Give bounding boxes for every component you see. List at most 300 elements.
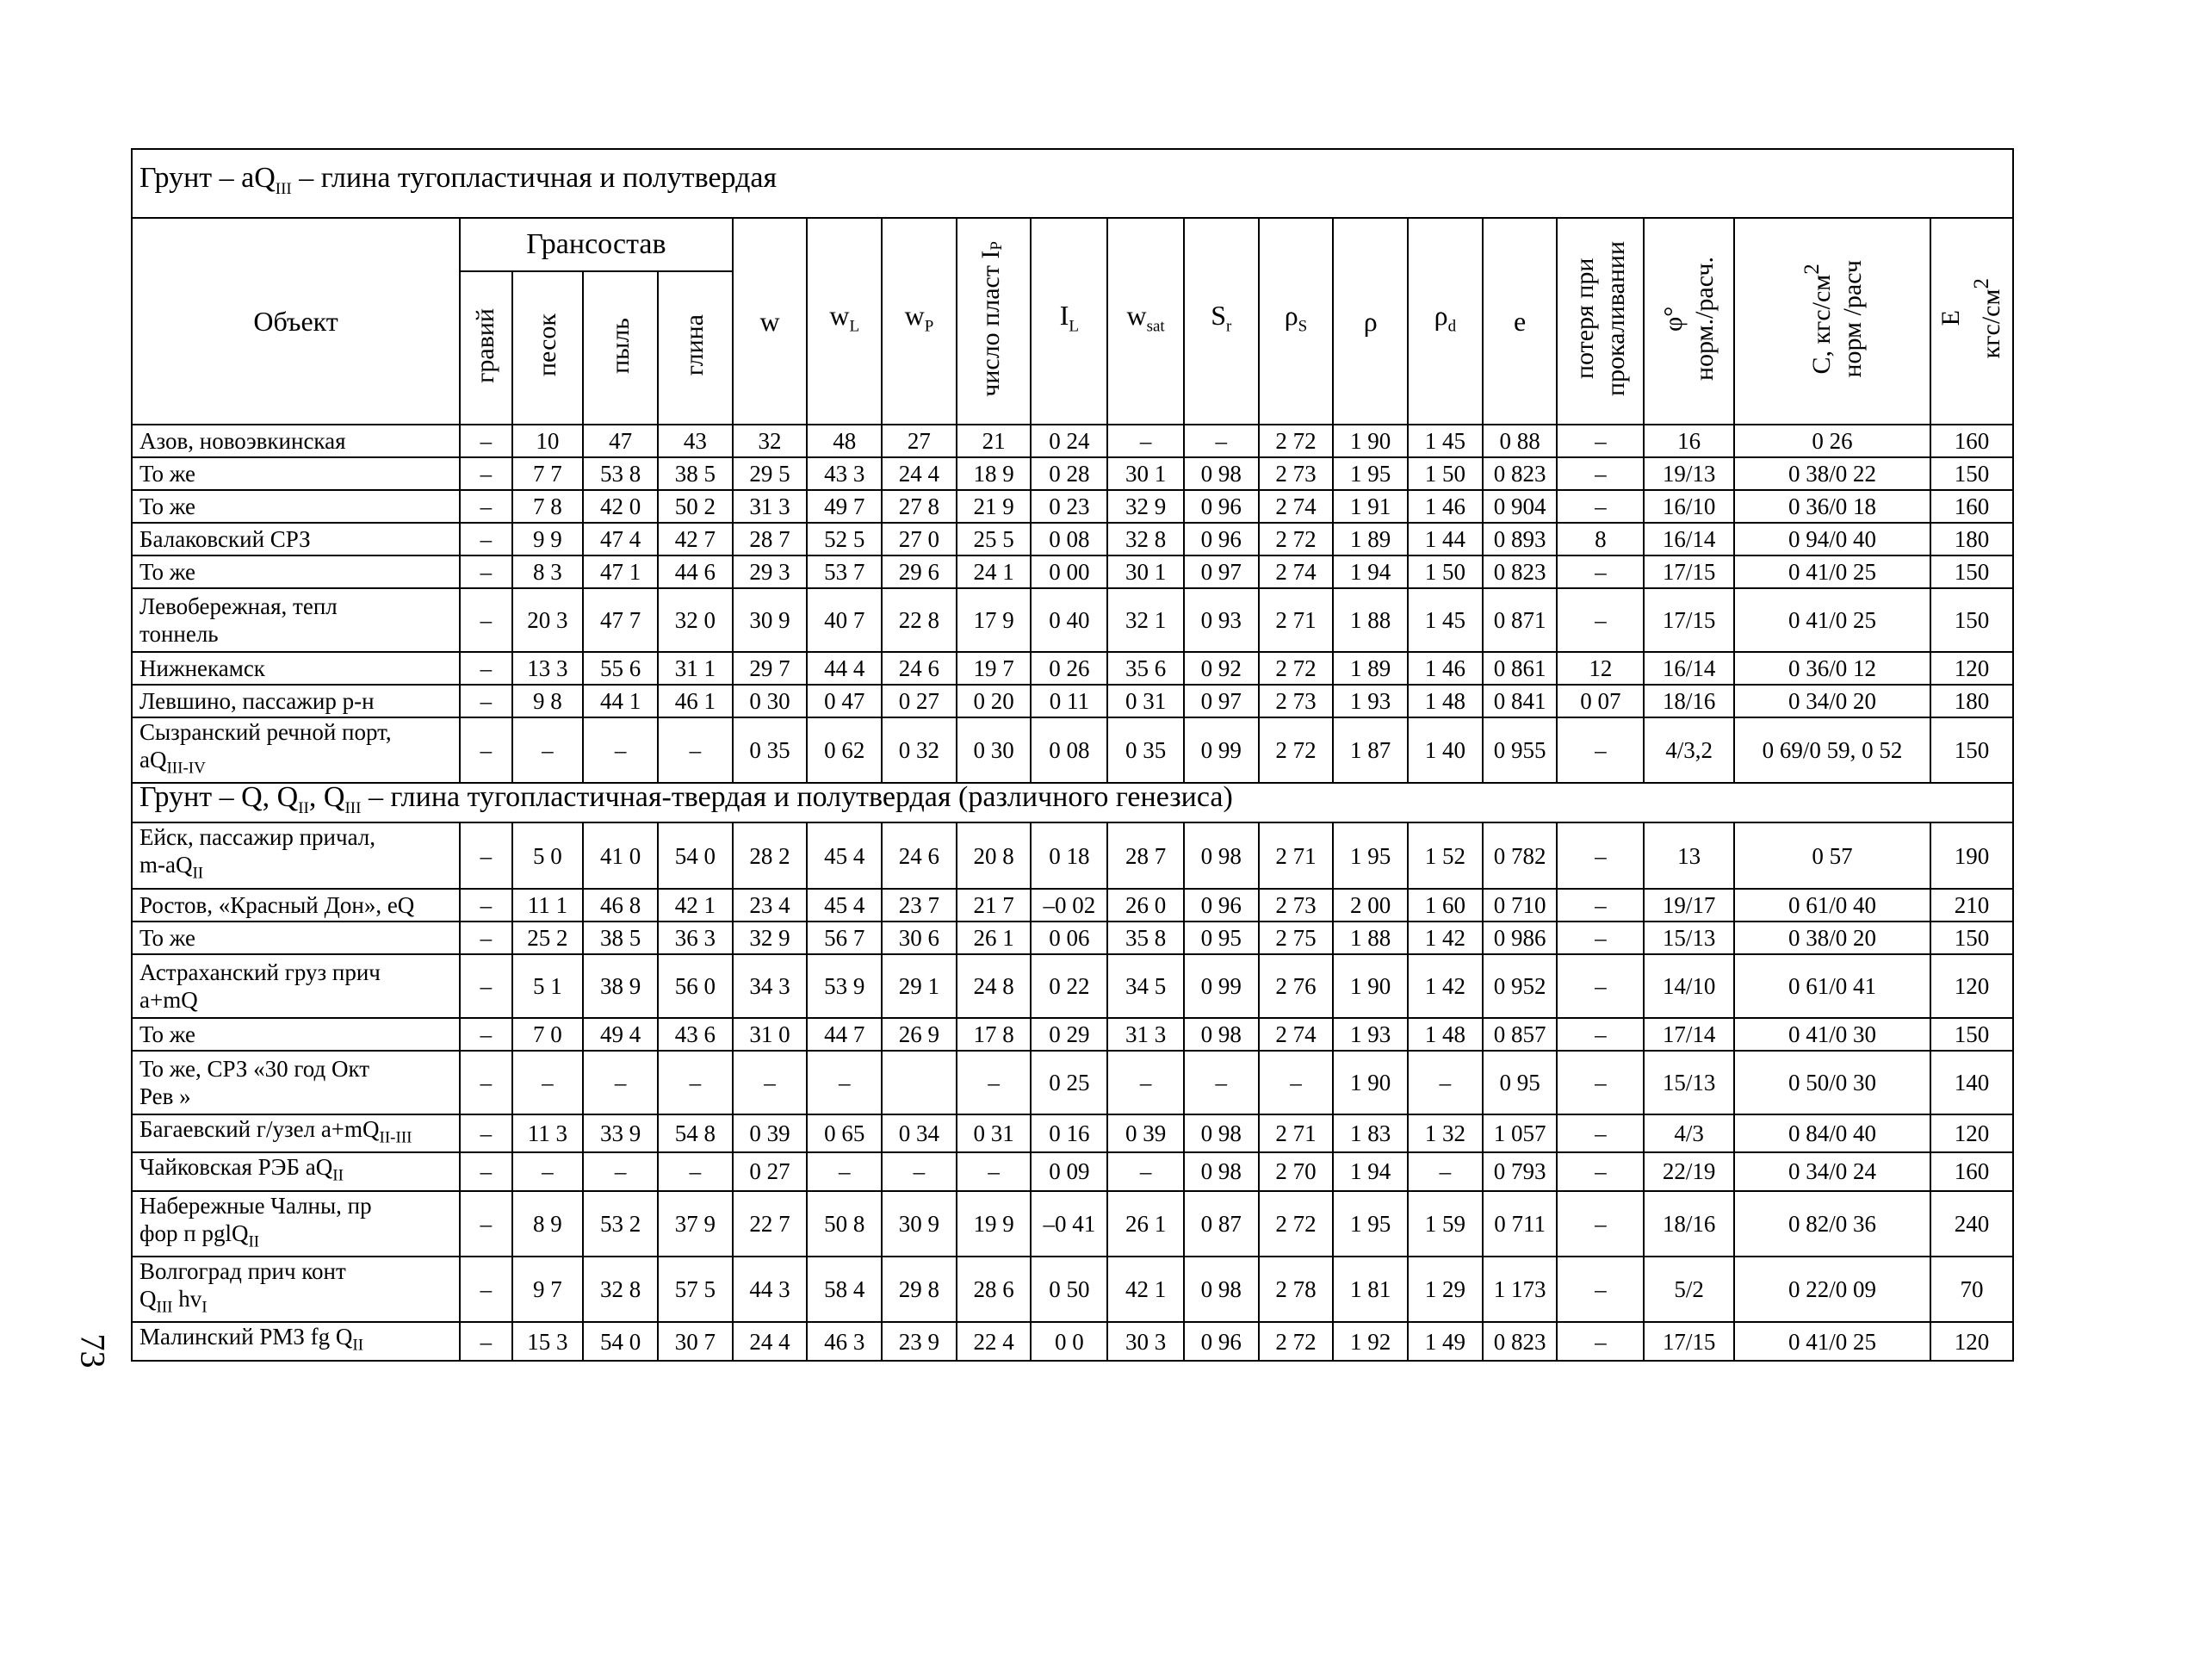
table-row <box>132 1114 2013 1152</box>
value-cell: – <box>460 652 511 685</box>
value-cell: – <box>1557 889 1644 922</box>
value-cell: 38 5 <box>583 922 658 954</box>
value-cell: 120 <box>1930 954 2013 1018</box>
value-cell: 160 <box>1930 425 2013 457</box>
value-cell: 2 72 <box>1259 523 1334 555</box>
col-clay: глина <box>658 271 733 425</box>
col-wp: $w_P$ <box>882 218 957 425</box>
value-cell: 53 2 <box>583 1191 658 1257</box>
value-cell: 42 1 <box>658 889 733 922</box>
value-cell: 4/3 <box>1644 1114 1734 1152</box>
value-cell: 43 6 <box>658 1018 733 1051</box>
value-cell: 1 92 <box>1333 1322 1408 1360</box>
value-cell: – <box>460 1322 511 1360</box>
value-cell: – <box>460 685 511 717</box>
value-cell: 32 <box>733 425 808 457</box>
value-cell <box>882 1051 957 1114</box>
value-cell: 15 3 <box>512 1322 584 1360</box>
value-cell: 190 <box>1930 822 2013 888</box>
value-cell: 0 861 <box>1483 652 1558 685</box>
value-cell: 4/3,2 <box>1644 717 1734 783</box>
value-cell: 29 8 <box>882 1257 957 1322</box>
value-cell: 0 20 <box>957 685 1032 717</box>
object-cell: Малинский РМЗ fg $Q_{II}$ <box>132 1322 460 1360</box>
value-cell: 160 <box>1930 490 2013 523</box>
col-cohesion: C, кгс/$см^2$ норм /расч <box>1734 218 1930 425</box>
value-cell: 54 0 <box>658 822 733 888</box>
value-cell: 42 1 <box>1107 1257 1184 1322</box>
value-cell: 31 3 <box>1107 1018 1184 1051</box>
value-cell: 0 57 <box>1734 822 1930 888</box>
value-cell: 24 4 <box>733 1322 808 1360</box>
value-cell: 29 1 <box>882 954 957 1018</box>
value-cell: 26 1 <box>957 922 1032 954</box>
header-row-1 <box>132 218 2013 271</box>
value-cell: 29 6 <box>882 555 957 588</box>
value-cell: 0 11 <box>1031 685 1107 717</box>
value-cell: 30 1 <box>1107 555 1184 588</box>
value-cell: 38 5 <box>658 457 733 490</box>
value-cell: 0 25 <box>1031 1051 1107 1114</box>
value-cell: 1 95 <box>1333 1191 1408 1257</box>
value-cell: 2 76 <box>1259 954 1334 1018</box>
object-cell: Ростов, «Красный Дон», eQ <box>132 889 460 922</box>
value-cell: 23 4 <box>733 889 808 922</box>
value-cell: 24 4 <box>882 457 957 490</box>
value-cell: – <box>460 822 511 888</box>
value-cell: – <box>1557 717 1644 783</box>
value-cell: 26 9 <box>882 1018 957 1051</box>
value-cell: – <box>460 588 511 652</box>
value-cell: 54 8 <box>658 1114 733 1152</box>
value-cell: 22 7 <box>733 1191 808 1257</box>
value-cell: 29 5 <box>733 457 808 490</box>
value-cell: 2 72 <box>1259 717 1334 783</box>
value-cell: 0 0 <box>1031 1322 1107 1360</box>
value-cell: – <box>460 490 511 523</box>
value-cell: 0 94/0 40 <box>1734 523 1930 555</box>
value-cell: 0 96 <box>1184 1322 1259 1360</box>
value-cell: 19 9 <box>957 1191 1032 1257</box>
value-cell: 0 24 <box>1031 425 1107 457</box>
value-cell: – <box>1557 954 1644 1018</box>
value-cell: – <box>460 1152 511 1190</box>
value-cell: 0 41/0 30 <box>1734 1018 1930 1051</box>
table-row <box>132 1322 2013 1360</box>
col-rhos: $\rho_S$ <box>1259 218 1334 425</box>
value-cell: 1 48 <box>1408 685 1483 717</box>
value-cell: 31 0 <box>733 1018 808 1051</box>
value-cell: 42 0 <box>583 490 658 523</box>
value-cell: 11 3 <box>512 1114 584 1152</box>
value-cell: 23 7 <box>882 889 957 922</box>
object-cell: Балаковский СРЗ <box>132 523 460 555</box>
value-cell: 17/15 <box>1644 555 1734 588</box>
value-cell: – <box>1259 1051 1334 1114</box>
col-w: w <box>733 218 808 425</box>
value-cell: 32 9 <box>733 922 808 954</box>
value-cell: 0 98 <box>1184 1018 1259 1051</box>
col-wl: $w_L$ <box>807 218 882 425</box>
value-cell: 0 30 <box>733 685 808 717</box>
page-number: 73 <box>73 1333 113 1368</box>
section-header-1 <box>132 149 2013 218</box>
value-cell: 1 46 <box>1408 490 1483 523</box>
value-cell: 53 8 <box>583 457 658 490</box>
object-cell: Набережные Чалны, пр фор п pglQ$_{II}$ <box>132 1191 460 1257</box>
value-cell: 16 <box>1644 425 1734 457</box>
value-cell: 50 8 <box>807 1191 882 1257</box>
value-cell: 9 8 <box>512 685 584 717</box>
col-il: $I_L$ <box>1031 218 1107 425</box>
value-cell: 44 6 <box>658 555 733 588</box>
value-cell: 180 <box>1930 523 2013 555</box>
value-cell: 7 7 <box>512 457 584 490</box>
value-cell: 25 2 <box>512 922 584 954</box>
value-cell: 29 3 <box>733 555 808 588</box>
table-row <box>132 954 2013 1018</box>
value-cell: 120 <box>1930 1322 2013 1360</box>
value-cell: 30 6 <box>882 922 957 954</box>
value-cell: 0 952 <box>1483 954 1558 1018</box>
value-cell: – <box>460 954 511 1018</box>
value-cell: 160 <box>1930 1152 2013 1190</box>
value-cell: 31 1 <box>658 652 733 685</box>
value-cell: – <box>460 1114 511 1152</box>
value-cell: 12 <box>1557 652 1644 685</box>
value-cell: 0 36/0 12 <box>1734 652 1930 685</box>
value-cell: 44 7 <box>807 1018 882 1051</box>
value-cell: 31 3 <box>733 490 808 523</box>
value-cell: 32 1 <box>1107 588 1184 652</box>
table-row <box>132 1152 2013 1190</box>
value-cell: 0 893 <box>1483 523 1558 555</box>
value-cell: – <box>1557 1051 1644 1114</box>
value-cell: 0 62 <box>807 717 882 783</box>
object-cell: То же, СРЗ «30 год Окт Рев » <box>132 1051 460 1114</box>
value-cell: 5/2 <box>1644 1257 1734 1322</box>
value-cell: – <box>512 717 584 783</box>
value-cell: – <box>733 1051 808 1114</box>
value-cell: 1 48 <box>1408 1018 1483 1051</box>
value-cell: – <box>1107 1152 1184 1190</box>
value-cell: – <box>460 425 511 457</box>
value-cell: 41 0 <box>583 822 658 888</box>
object-cell: То же <box>132 490 460 523</box>
value-cell: 1 59 <box>1408 1191 1483 1257</box>
value-cell: 1 29 <box>1408 1257 1483 1322</box>
value-cell: 36 3 <box>658 922 733 954</box>
value-cell: 50 2 <box>658 490 733 523</box>
value-cell: 23 9 <box>882 1322 957 1360</box>
value-cell: 0 34/0 20 <box>1734 685 1930 717</box>
value-cell: 24 6 <box>882 822 957 888</box>
value-cell: 0 41/0 25 <box>1734 588 1930 652</box>
table-row <box>132 1191 2013 1257</box>
value-cell: 2 74 <box>1259 1018 1334 1051</box>
object-cell: То же <box>132 922 460 954</box>
value-cell: – <box>1557 1191 1644 1257</box>
value-cell: 28 6 <box>957 1257 1032 1322</box>
value-cell: 0 36/0 18 <box>1734 490 1930 523</box>
value-cell: 120 <box>1930 1114 2013 1152</box>
value-cell: 1 45 <box>1408 588 1483 652</box>
soil-properties-table <box>131 148 2014 1362</box>
value-cell: 16/10 <box>1644 490 1734 523</box>
value-cell: 18 9 <box>957 457 1032 490</box>
value-cell: – <box>658 717 733 783</box>
value-cell: 1 95 <box>1333 822 1408 888</box>
value-cell: 19/17 <box>1644 889 1734 922</box>
value-cell: 0 95 <box>1483 1051 1558 1114</box>
value-cell: 24 6 <box>882 652 957 685</box>
object-cell: Левобережная, тепл тоннель <box>132 588 460 652</box>
value-cell: 2 72 <box>1259 1191 1334 1257</box>
value-cell: – <box>460 1051 511 1114</box>
value-cell: 0 27 <box>882 685 957 717</box>
value-cell: 24 8 <box>957 954 1032 1018</box>
value-cell: 0 98 <box>1184 457 1259 490</box>
value-cell: 0 38/0 22 <box>1734 457 1930 490</box>
value-cell: 0 84/0 40 <box>1734 1114 1930 1152</box>
value-cell: 0 98 <box>1184 1152 1259 1190</box>
value-cell: 17/15 <box>1644 588 1734 652</box>
value-cell: 47 <box>583 425 658 457</box>
value-cell: –0 41 <box>1031 1191 1107 1257</box>
value-cell: 30 1 <box>1107 457 1184 490</box>
value-cell: 0 782 <box>1483 822 1558 888</box>
value-cell: 1 88 <box>1333 588 1408 652</box>
value-cell: 0 50/0 30 <box>1734 1051 1930 1114</box>
value-cell: – <box>1107 1051 1184 1114</box>
value-cell: 0 29 <box>1031 1018 1107 1051</box>
value-cell: 34 3 <box>733 954 808 1018</box>
value-cell: 0 65 <box>807 1114 882 1152</box>
value-cell: 32 0 <box>658 588 733 652</box>
value-cell: 9 7 <box>512 1257 584 1322</box>
value-cell: – <box>1557 1322 1644 1360</box>
col-gravel: гравий <box>460 271 511 425</box>
table-row <box>132 1018 2013 1051</box>
value-cell: 0 34/0 24 <box>1734 1152 1930 1190</box>
value-cell: 0 41/0 25 <box>1734 1322 1930 1360</box>
value-cell: 0 92 <box>1184 652 1259 685</box>
value-cell: 0 96 <box>1184 523 1259 555</box>
value-cell: 5 0 <box>512 822 584 888</box>
object-cell: То же <box>132 1018 460 1051</box>
value-cell: 2 72 <box>1259 1322 1334 1360</box>
value-cell: 7 0 <box>512 1018 584 1051</box>
value-cell: 37 9 <box>658 1191 733 1257</box>
value-cell: – <box>658 1152 733 1190</box>
value-cell: 1 81 <box>1333 1257 1408 1322</box>
value-cell: 140 <box>1930 1051 2013 1114</box>
value-cell: 0 955 <box>1483 717 1558 783</box>
value-cell: 0 41/0 25 <box>1734 555 1930 588</box>
value-cell: 17/14 <box>1644 1018 1734 1051</box>
col-rhod: $\rho_d$ <box>1408 218 1483 425</box>
value-cell: 21 <box>957 425 1032 457</box>
col-ignition-loss: потеря при прокаливании <box>1557 218 1644 425</box>
value-cell: 1 50 <box>1408 555 1483 588</box>
value-cell: 43 3 <box>807 457 882 490</box>
value-cell: 0 871 <box>1483 588 1558 652</box>
value-cell: 0 22/0 09 <box>1734 1257 1930 1322</box>
value-cell: 1 89 <box>1333 523 1408 555</box>
value-cell: 120 <box>1930 652 2013 685</box>
value-cell: 0 28 <box>1031 457 1107 490</box>
value-cell: 0 793 <box>1483 1152 1558 1190</box>
value-cell: 32 8 <box>1107 523 1184 555</box>
value-cell: 0 88 <box>1483 425 1558 457</box>
value-cell: 11 1 <box>512 889 584 922</box>
object-cell: Левшино, пассажир р-н <box>132 685 460 717</box>
value-cell: 0 18 <box>1031 822 1107 888</box>
value-cell: 0 61/0 40 <box>1734 889 1930 922</box>
object-cell: Волгоград прич конт $Q_{III}$ $hv_I$ <box>132 1257 460 1322</box>
value-cell: 46 3 <box>807 1322 882 1360</box>
value-cell: 18/16 <box>1644 685 1734 717</box>
table-row <box>132 822 2013 888</box>
value-cell: – <box>583 1051 658 1114</box>
value-cell: 10 <box>512 425 584 457</box>
col-phi: φ° норм./расч. <box>1644 218 1734 425</box>
value-cell: 2 71 <box>1259 1114 1334 1152</box>
value-cell: 2 72 <box>1259 652 1334 685</box>
col-rho: ρ <box>1333 218 1408 425</box>
value-cell: 19 7 <box>957 652 1032 685</box>
object-cell: То же <box>132 457 460 490</box>
value-cell: – <box>460 1018 511 1051</box>
value-cell: 0 27 <box>733 1152 808 1190</box>
value-cell: 0 97 <box>1184 685 1259 717</box>
value-cell: 44 1 <box>583 685 658 717</box>
value-cell: – <box>1557 425 1644 457</box>
value-cell: 70 <box>1930 1257 2013 1322</box>
value-cell: – <box>1557 490 1644 523</box>
value-cell: 0 26 <box>1734 425 1930 457</box>
value-cell: 45 4 <box>807 822 882 888</box>
value-cell: 8 3 <box>512 555 584 588</box>
value-cell: 20 3 <box>512 588 584 652</box>
soil-properties-table-page <box>131 148 2014 1362</box>
value-cell: 0 96 <box>1184 490 1259 523</box>
value-cell: – <box>807 1051 882 1114</box>
value-cell: 45 4 <box>807 889 882 922</box>
value-cell: 1 89 <box>1333 652 1408 685</box>
value-cell: 49 4 <box>583 1018 658 1051</box>
value-cell: 2 73 <box>1259 685 1334 717</box>
value-cell: 20 8 <box>957 822 1032 888</box>
value-cell: 43 <box>658 425 733 457</box>
value-cell: 44 3 <box>733 1257 808 1322</box>
value-cell: – <box>658 1051 733 1114</box>
value-cell: 240 <box>1930 1191 2013 1257</box>
value-cell: 1 90 <box>1333 425 1408 457</box>
value-cell: 2 73 <box>1259 889 1334 922</box>
value-cell: 0 95 <box>1184 922 1259 954</box>
value-cell: 0 87 <box>1184 1191 1259 1257</box>
value-cell: 25 5 <box>957 523 1032 555</box>
value-cell: 9 9 <box>512 523 584 555</box>
value-cell: 0 07 <box>1557 685 1644 717</box>
value-cell: – <box>1557 922 1644 954</box>
value-cell: – <box>460 457 511 490</box>
value-cell: 0 09 <box>1031 1152 1107 1190</box>
value-cell: 1 90 <box>1333 1051 1408 1114</box>
value-cell: 19/13 <box>1644 457 1734 490</box>
value-cell: – <box>512 1152 584 1190</box>
value-cell: – <box>807 1152 882 1190</box>
value-cell: – <box>460 889 511 922</box>
value-cell: 17 9 <box>957 588 1032 652</box>
value-cell: 0 06 <box>1031 922 1107 954</box>
value-cell: –0 02 <box>1031 889 1107 922</box>
value-cell: 2 75 <box>1259 922 1334 954</box>
col-modulus: E кгс/$см^2$ <box>1930 218 2013 425</box>
value-cell: 22 8 <box>882 588 957 652</box>
value-cell: 210 <box>1930 889 2013 922</box>
value-cell: 0 96 <box>1184 889 1259 922</box>
value-cell: 150 <box>1930 922 2013 954</box>
value-cell: – <box>882 1152 957 1190</box>
value-cell: 8 <box>1557 523 1644 555</box>
value-cell: – <box>1557 1114 1644 1152</box>
value-cell: 52 5 <box>807 523 882 555</box>
value-cell: 0 857 <box>1483 1018 1558 1051</box>
table-row <box>132 523 2013 555</box>
value-cell: – <box>460 1257 511 1322</box>
value-cell: – <box>460 555 511 588</box>
value-cell: 18/16 <box>1644 1191 1734 1257</box>
value-cell: 26 1 <box>1107 1191 1184 1257</box>
value-cell: 0 08 <box>1031 523 1107 555</box>
value-cell: 0 710 <box>1483 889 1558 922</box>
value-cell: – <box>1408 1152 1483 1190</box>
value-cell: 0 711 <box>1483 1191 1558 1257</box>
value-cell: 17/15 <box>1644 1322 1734 1360</box>
value-cell: – <box>1557 822 1644 888</box>
section-title: Грунт – $aQ_{III}$ – глина тугопластичная и полутвердая <box>132 149 2013 218</box>
value-cell: 150 <box>1930 457 2013 490</box>
value-cell: 30 9 <box>882 1191 957 1257</box>
value-cell: 2 70 <box>1259 1152 1334 1190</box>
value-cell: 24 1 <box>957 555 1032 588</box>
value-cell: 0 34 <box>882 1114 957 1152</box>
table-row <box>132 425 2013 457</box>
value-cell: 46 1 <box>658 685 733 717</box>
value-cell: – <box>460 717 511 783</box>
object-cell: Чайковская РЭБ $aQ_{II}$ <box>132 1152 460 1190</box>
value-cell: 0 23 <box>1031 490 1107 523</box>
value-cell: – <box>1184 425 1259 457</box>
value-cell: 1 93 <box>1333 685 1408 717</box>
object-cell: Азов, новоэвкинская <box>132 425 460 457</box>
value-cell: 1 94 <box>1333 555 1408 588</box>
value-cell: 46 8 <box>583 889 658 922</box>
value-cell: – <box>1557 588 1644 652</box>
section-title: Грунт – Q, $Q_{II}$, $Q_{III}$ – глина тугопластичная-твердая и полутвердая (различного генезиса) <box>132 783 2013 822</box>
value-cell: 29 7 <box>733 652 808 685</box>
value-cell: – <box>460 1191 511 1257</box>
value-cell: 2 78 <box>1259 1257 1334 1322</box>
col-wsat: $w_{sat}$ <box>1107 218 1184 425</box>
col-silt: пыль <box>583 271 658 425</box>
value-cell: 0 98 <box>1184 1114 1259 1152</box>
value-cell: 0 823 <box>1483 555 1558 588</box>
value-cell: 0 38/0 20 <box>1734 922 1930 954</box>
value-cell: 22/19 <box>1644 1152 1734 1190</box>
